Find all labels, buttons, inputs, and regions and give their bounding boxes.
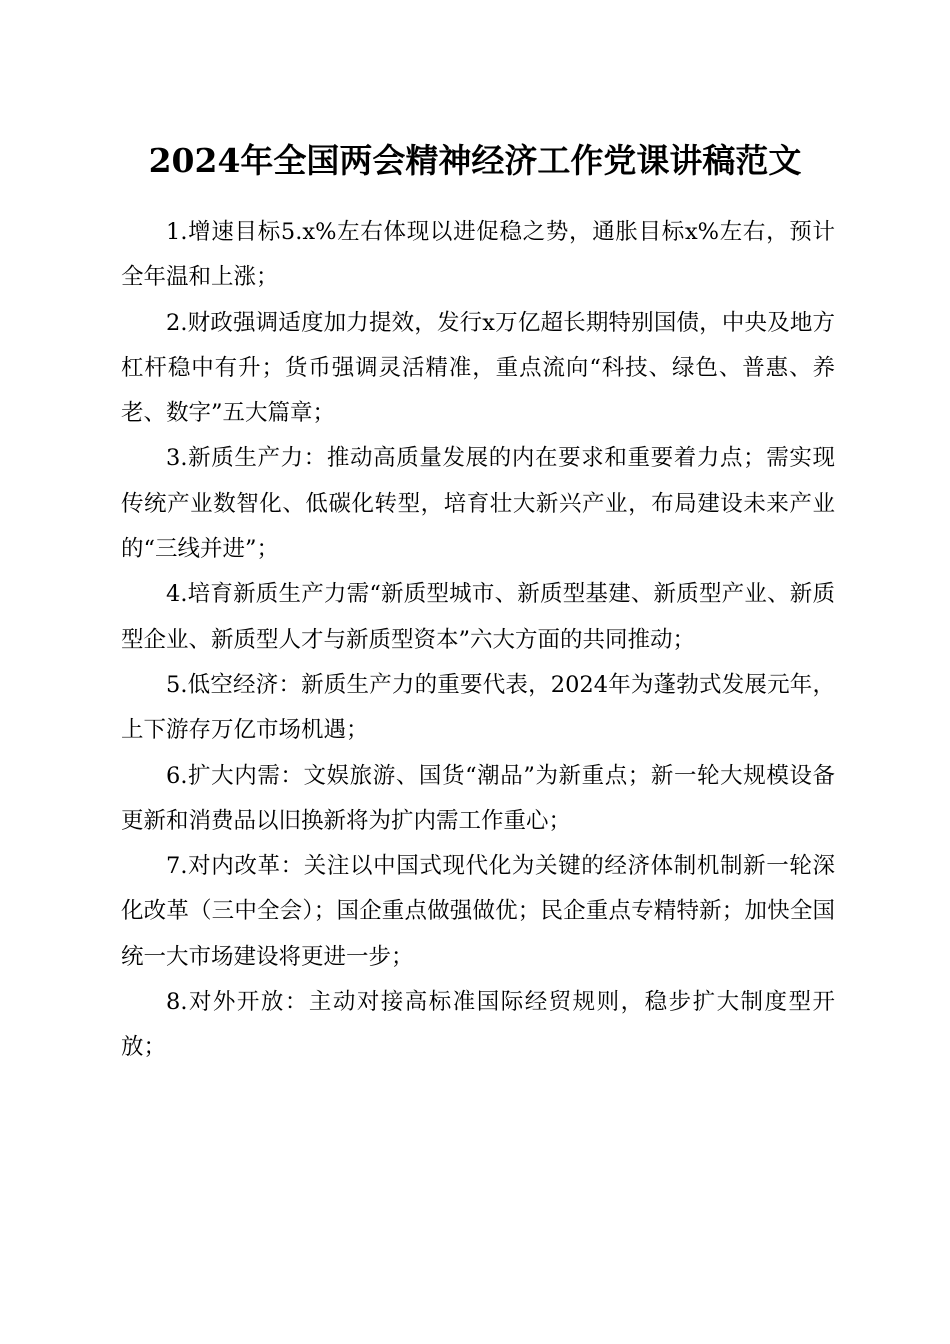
document-title: 2024年全国两会精神经济工作党课讲稿范文	[148, 141, 802, 180]
paragraph-4: 4.培育新质生产力需“新质型城市、新质型基建、新质型产业、新质型企业、新质型人才与新质型资本”六大方面的共同推动；	[121, 581, 835, 653]
paragraph-7: 7.对内改革：关注以中国式现代化为关键的经济体制机制新一轮深化改革（三中全会）；国企重点做强做优；民企重点专精特新；加快全国统一大市场建设将更进一步；	[121, 853, 835, 970]
paragraph-5: 5.低空经济：新质生产力的重要代表，2024年为蓬勃式发展元年，上下游存万亿市场机遇；	[121, 671, 835, 744]
paragraph-8: 8.对外开放：主动对接高标准国际经贸规则，稳步扩大制度型开放；	[121, 989, 835, 1061]
paragraph-1: 1.增速目标5.x%左右体现以进促稳之势，通胀目标x%左右，预计全年温和上涨；	[121, 219, 835, 291]
paragraph-3: 3.新质生产力：推动高质量发展的内在要求和重要着力点；需实现传统产业数智化、低碳化转型，培育壮大新兴产业，布局建设未来产业的“三线并进”；	[121, 445, 835, 563]
paragraph-6: 6.扩大内需：文娱旅游、国货“潮品”为新重点；新一轮大规模设备更新和消费品以旧换新将为扩内需工作重心；	[121, 762, 835, 834]
document-body	[121, 210, 835, 1071]
paragraph-2: 2.财政强调适度加力提效，发行x万亿超长期特别国债，中央及地方杠杆稳中有升；货币强调灵活精准，重点流向“科技、绿色、普惠、养老、数字”五大篇章；	[121, 309, 835, 427]
